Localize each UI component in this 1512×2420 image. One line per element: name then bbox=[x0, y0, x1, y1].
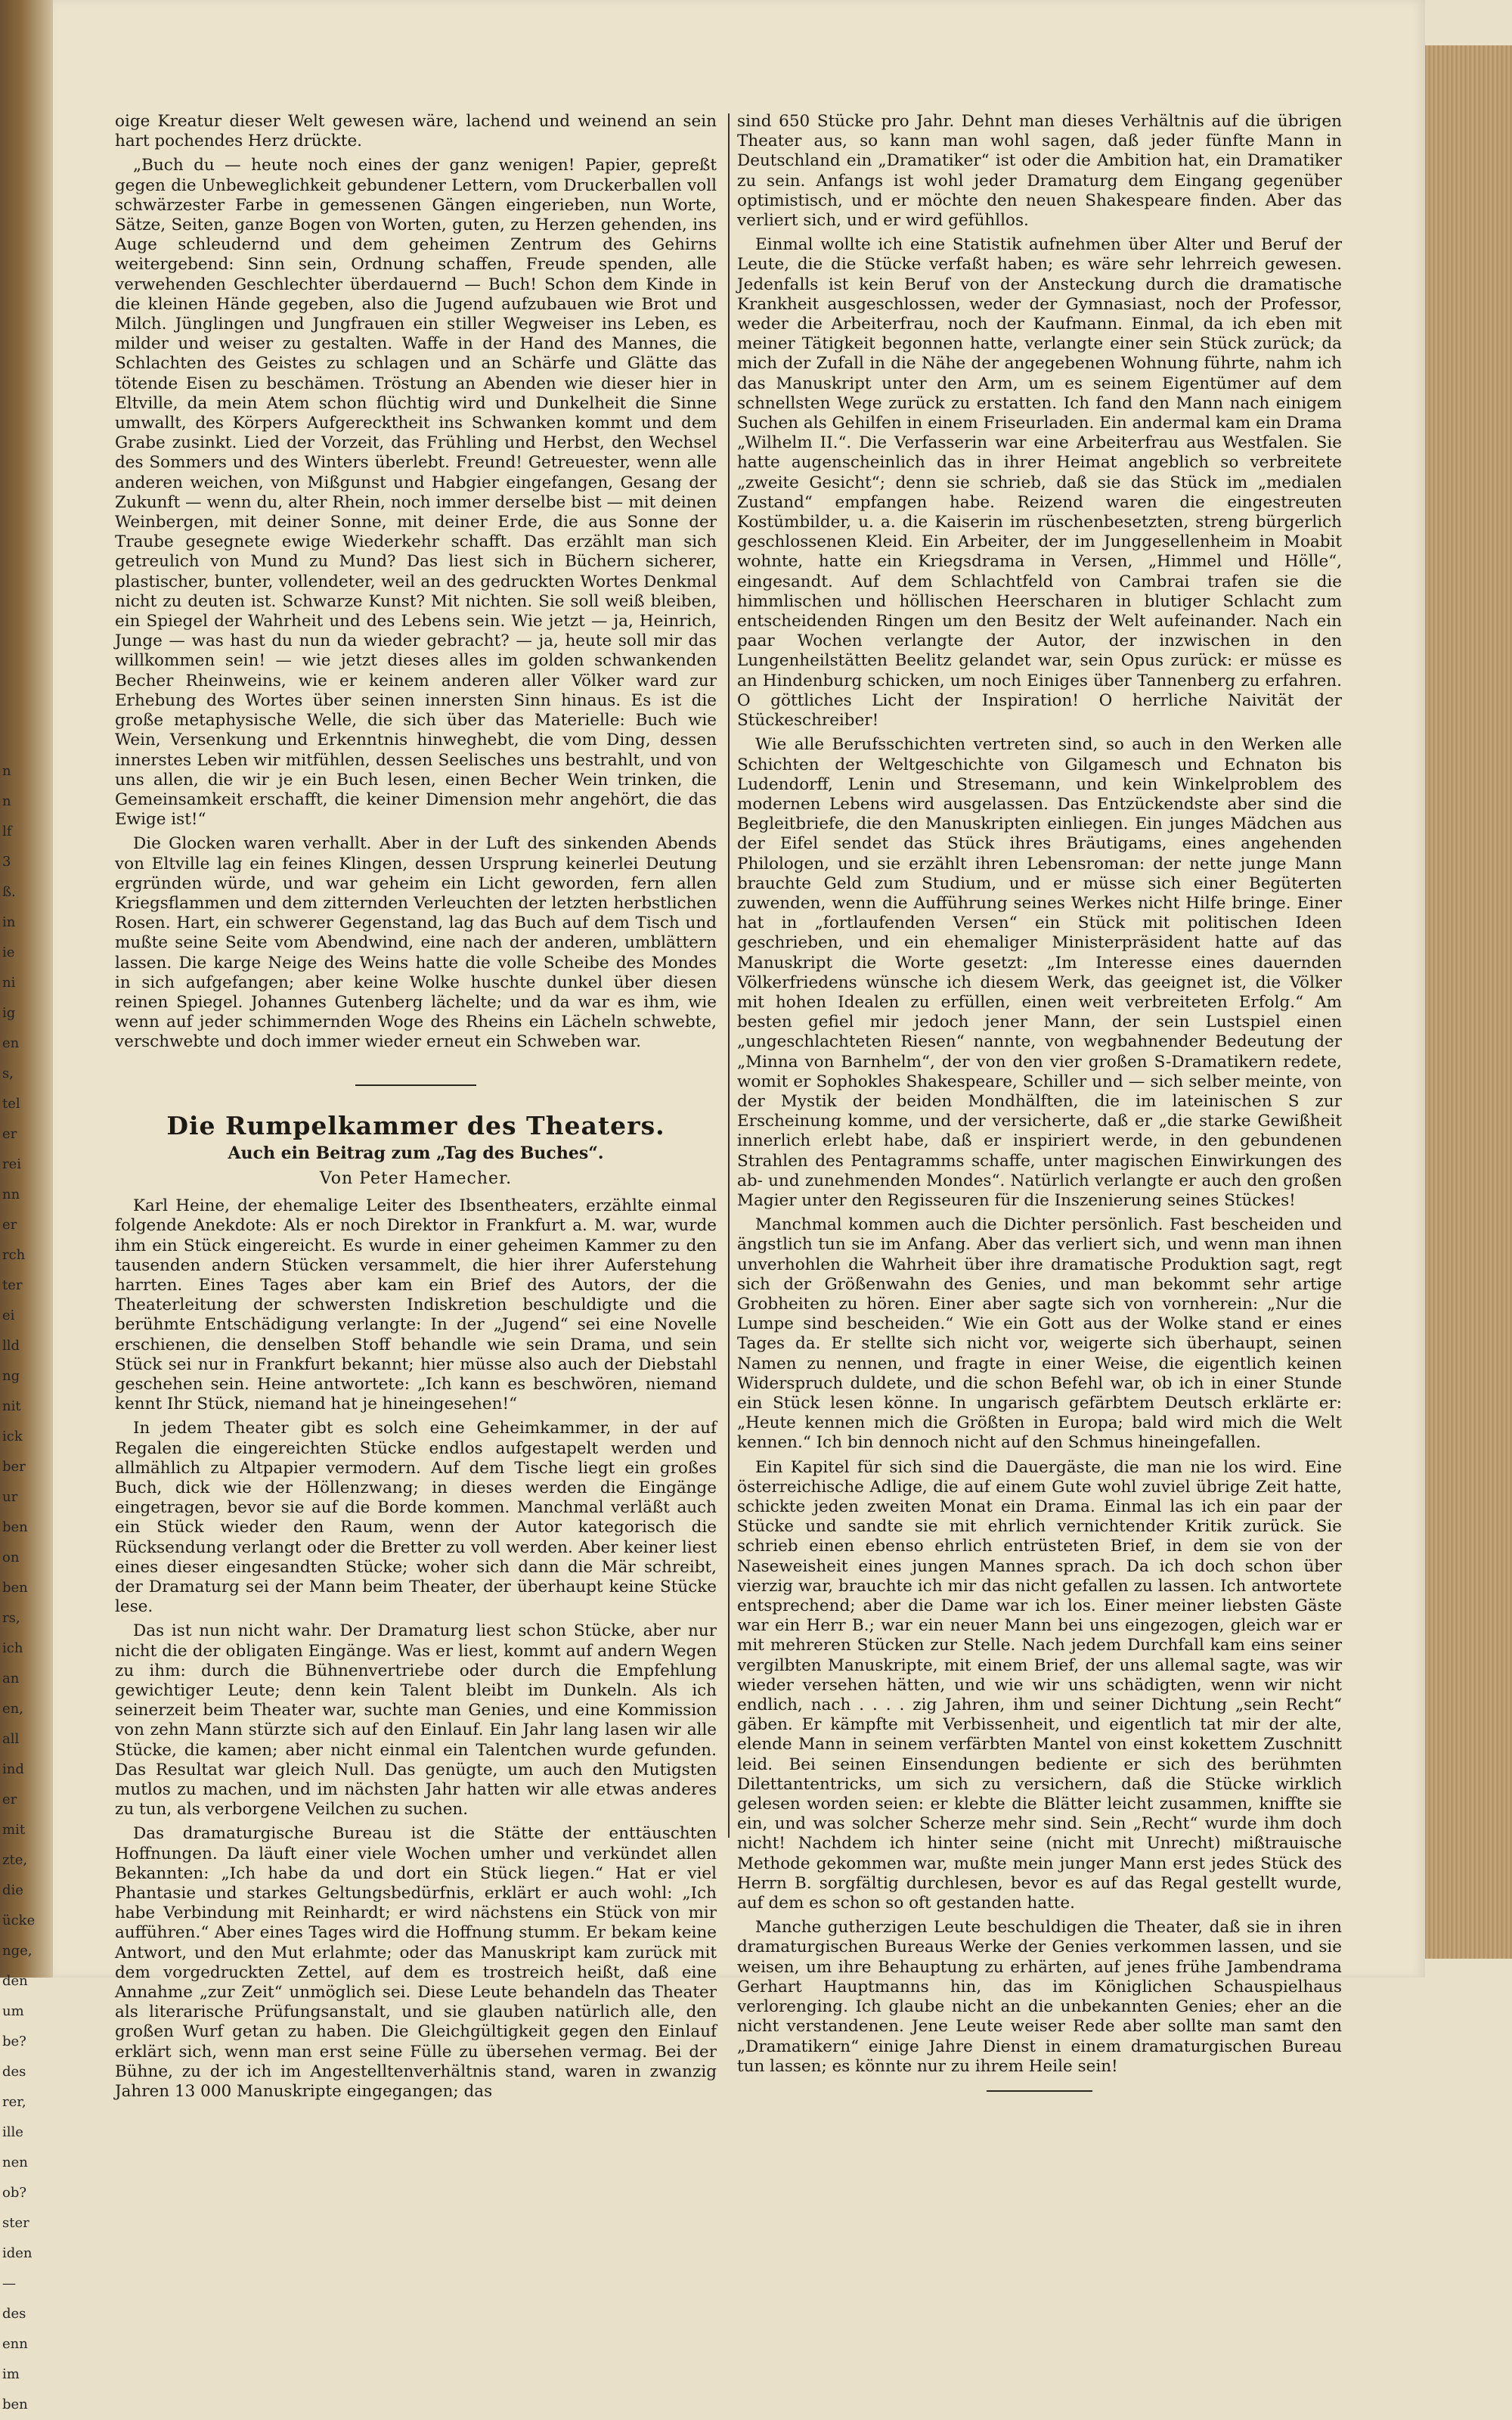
fragment: be? bbox=[2, 2034, 26, 2049]
fragment: in bbox=[2, 914, 16, 930]
fragment: n bbox=[2, 793, 11, 809]
fragment: ben bbox=[2, 1519, 28, 1535]
fragment: rei bbox=[2, 1156, 22, 1172]
fragment: rer, bbox=[2, 2094, 26, 2110]
fragment: rs, bbox=[2, 1610, 20, 1626]
newspaper-page bbox=[53, 0, 1425, 2102]
prior-article-end bbox=[115, 112, 717, 1053]
fragment: ng bbox=[2, 1368, 20, 1384]
fragment: die bbox=[2, 1882, 23, 1898]
column-divider bbox=[728, 113, 730, 1838]
paragraph: Karl Heine, der ehemalige Leiter des Ibsentheaters, erzählte einmal folgende Anekdote: Als er noch Direktor in Frankfurt a. M. war, wurde ihm ein Stück eingereicht. Es wurde in einer geheimen Kammer zu den tausenden andern Stücken versammelt, die hier ihrer Auferstehung harrten. Eines Tages aber kam ein Brief des Autors, der die Theaterleitung der schwersten Indiskretion beschuldigte und die berühmte Entschädigung verlangte: In der „Jugend“ sei eine Novelle erschienen, die denselben Stoff behandle wie sein Drama, und sein Stück sei nur in Frankfurt bekannt; hier müsse also auch der Diebstahl geschehen sein. Heine antwortete: „Ich kann es beschwören, niemand kennt Ihr Stück, niemand hat je hineingesehen!“ bbox=[115, 1196, 717, 1414]
paragraph: Die Glocken waren verhallt. Aber in der Luft des sinkenden Abends von Eltville lag ein feines Klingen, dessen Ursprung keinerlei Deutung ergründen würde, und war geheim ein Licht geworden, fern allen Kriegsflammen und dem zitternden Verleuchten der letzten herbstlichen Rosen. Hart, ein schwerer Gegenstand, lag das Buch auf dem Tisch und mußte seine Seite vom Abendwind, eine nach der anderen, umblättern lassen. Die karge Neige des Weins hatte die volle Scheibe des Mondes in sich aufgefangen; aber keine Wolke huschte dunkel über diesen reinen Spiegel. Johannes Gutenberg lächelte; und da war es ihm, wie wenn auf jeder schimmernden Woge des Rheins ein Lächeln schwebte, verschwebte und doch immer wieder erneut ein Schweben war. bbox=[115, 834, 717, 1052]
fragment: ille bbox=[2, 2124, 23, 2140]
fragment: mit bbox=[2, 1822, 26, 1838]
fragment: zte, bbox=[2, 1852, 28, 1868]
fragment: ter bbox=[2, 1277, 23, 1293]
fragment: ei bbox=[2, 1308, 15, 1323]
fragment: en bbox=[2, 1035, 20, 1051]
previous-page-fragments bbox=[0, 756, 53, 2412]
fragment: 3 bbox=[2, 854, 11, 870]
fragment: all bbox=[2, 1731, 20, 1747]
article-subtitle: Auch ein Beitrag zum „Tag des Buches“. bbox=[228, 1143, 604, 1163]
fragment: n bbox=[2, 763, 11, 779]
fragment: en, bbox=[2, 1701, 23, 1717]
fragment: iden bbox=[2, 2245, 33, 2261]
fragment: s, bbox=[2, 1066, 14, 1081]
fragment: nn bbox=[2, 1187, 20, 1202]
paragraph: Einmal wollte ich eine Statistik aufnehmen über Alter und Beruf der Leute, die die Stücke verfaßt haben; es wäre sehr lehrreich gewesen. Jedenfalls ist kein Beruf von der Ansteckung durch die dramatische Krankheit ausgeschlossen, weder der Gymnasiast, noch der Professor, weder die Arbeiterfrau, noch der Kaufmann. Einmal, da ich eben mit meiner Tätigkeit begonnen hatte, verlangte einer sein Stück zurück; da mich der Zufall in die Nähe der angegebenen Wohnung führte, nahm ich das Manuskript unter den Arm, um es seinem Eigentümer auf dem schnellsten Wege zurück zu erstatten. Ich fand den Mann nach einigem Suchen als Gehilfen in einem Friseurladen. Ein andermal kam ein Drama „Wilhelm II.“. Die Verfasserin war eine Arbeiterfrau aus Westfalen. Sie hatte augenscheinlich das in ihrer Heimat angeblich so verbreitete „zweite Gesicht“; denn sie schrieb, daß sie das Stück im „medialen Zustand“ empfangen habe. Reizend waren die eingestreuten Kostümbilder, u. a. die Kaiserin im rüschenbesetzten, streng bürgerlich geschlossenen Kleid. Ein Arbeiter, der im Junggesellenheim in Moabit wohnte, hatte ein Kriegsdrama in Versen, „Himmel und Hölle“, eingesandt. Auf dem Schlachtfeld von Cambrai trafen sie die himmlischen und höllischen Heerscharen in blutiger Schlacht zum entscheidenden Ringen um den Besitz der Welt aufeinander. Nach ein paar Wochen verlangte der Autor, der inzwischen in den Lungenheilstätten Beelitz gelandet war, sein Opus zurück: er müsse es an Hindenburg schicken, um noch Einiges über Tannenberg zu erfahren. O göttliches Licht der Inspiration! O herrliche Naivität der Stückeschreiber! bbox=[737, 235, 1342, 731]
paragraph: Manche gutherzigen Leute beschuldigen die Theater, daß sie in ihren dramaturgischen Bureaus Werke der Genies verkommen lassen, und sie weisen, um ihre Behauptung zu erhärten, auf jenes frühe Jambendrama Gerhart Hauptmanns hin, das im Königlichen Schauspielhaus verlorenging. Ich glaube nicht an die unbekannten Genies; eher an die nicht verstandenen. Jene Leute weiser Rede aber sollte man samt den „Dramatikern“ einige Jahre Dienst in einem dramaturgischen Bureau tun lassen; es könnte nur zu ihrem Heile sein! bbox=[737, 1918, 1342, 2076]
fragment: ig bbox=[2, 1005, 16, 1021]
fragment: ur bbox=[2, 1489, 18, 1505]
fragment: des bbox=[2, 2306, 26, 2322]
fragment: ster bbox=[2, 2215, 29, 2231]
fragment: lf bbox=[2, 824, 12, 839]
paragraph: sind 650 Stücke pro Jahr. Dehnt man dieses Verhältnis auf die übrigen Theater aus, so kann man wohl sagen, daß jeder fünfte Mann in Deutschland ein „Dramatiker“ ist oder die Ambition hat, ein Dramatiker zu sein. Anfangs ist wohl jeder Dramaturg dem Eingang gegenüber optimistisch, und er möchte den neuen Shakespeare finden. Aber das verliert sich, und er wird gefühllos. bbox=[737, 112, 1342, 231]
fragment: des bbox=[2, 2064, 26, 2080]
article-end-rule bbox=[987, 2090, 1092, 2092]
fragment: an bbox=[2, 1671, 20, 1686]
fragment: ie bbox=[2, 945, 15, 960]
paragraph: Das ist nun nicht wahr. Der Dramaturg liest schon Stücke, aber nur nicht die der obligaten Eingänge. Was er liest, kommt auf andern Wegen zu ihm: durch die Bühnenvertriebe oder durch die Empfehlung gewichtiger Leute; denn kein Talent bleibt im Dunkeln. Als ich seinerzeit beim Theater war, suchte man Genies, und eine Kommission von zehn Mann stürzte sich auf den Einlauf. Ein Jahr lang lasen wir alle Stücke, die kamen; aber nicht einmal ein Talentchen wurde gefunden. Das Resultat war gleich Null. Das genügte, um auch den Mutigsten mutlos zu machen, und im nächsten Jahr hatten wir alle etwas anderes zu tun, als verborgene Veilchen zu suchen. bbox=[115, 1621, 717, 1820]
fragment: nen bbox=[2, 2155, 28, 2170]
fragment: ich bbox=[2, 1640, 23, 1656]
fragment: rch bbox=[2, 1247, 26, 1263]
fragment: im bbox=[2, 2366, 20, 2382]
paragraph: Das dramaturgische Bureau ist die Stätte der enttäuschten Hoffnungen. Da läuft einer viele Wochen umher und verkündet allen Bekannten: „Ich habe da und dort ein Stück liegen.“ Hat er viel Phantasie und starkes Geltungsbedürfnis, erklärt er auch wohl: „Ich habe Verbindung mit Reinhardt; er wird nächstens ein Stück von mir aufführen.“ Aber eines Tages wird die Hoffnung stumm. Er bekam keine Antwort, und den Mut erlahmte; oder das Manuskript kam zurück mit dem vorgedruckten Zettel, auf dem es trostreich heißt, daß eine Annahme „zur Zeit“ unmöglich sei. Diese Leute behandeln das Theater als literarische Prüfungsanstalt, und sie glauben natürlich alle, den großen Wurf getan zu haben. Die Gleichgültigkeit gegen den Einlauf erklärt sich, wenn man erst seine Fülle zu übersehen vermag. Bei der Bühne, zu der ich im Angestelltenverhältnis stand, waren in zwanzig Jahren 13 000 Manuskripte eingegangen; das bbox=[115, 1824, 717, 2102]
fragment: lld bbox=[2, 1338, 20, 1354]
fragment: nge, bbox=[2, 1943, 33, 1959]
fragment: ben bbox=[2, 1580, 28, 1596]
article-body bbox=[115, 1196, 717, 2102]
fragment: tel bbox=[2, 1096, 20, 1112]
fragment: er bbox=[2, 1792, 17, 1807]
fragment: ni bbox=[2, 975, 16, 991]
paragraph: „Buch du — heute noch eines der ganz wenigen! Papier, gepreßt gegen die Unbeweglichkeit gebundener Lettern, vom Druckerballen voll schwärzester Farbe in gemessenen Gängen eingerieben, nun Worte, Sätze, Seiten, ganze Bogen von Worten, guten, zu Herzen gehenden, ins Auge schleudernd und dem geheimen Zentrum des Gehirns weitergebend: Sinn sein, Ordnung schaffen, Freude spenden, alle verwehenden Geschlechter überdauernd — Buch! Schon dem Kinde in die kleinen Hände gegeben, also die Jugend aufzubauen wie Brot und Milch. Jünglingen und Jungfrauen ein stiller Wegweiser ins Leben, es milder und weiser zu gestalten. Waffe in der Hand des Mannes, die Schlachten des Geistes zu schlagen und an Schärfe und Glätte das tötende Eisen zu beschämen. Tröstung an Abenden wie dieser hier in Eltville, da mein Atem schon flüchtig wird und Dunkelheit die Sinne umwallt, des Körpers Aufgerecktheit ins Schwanken kommt und dem Grabe zusinkt. Lied der Vorzeit, das Frühling und Herbst, den Wechsel des Sommers und des Winters überlebt. Freund! Getreuester, wenn alle anderen weichen, von Mißgunst und Habgier eingefangen, Gesang der Zukunft — wenn du, alter Rhein, noch immer derselbe bist — mit deinen Weinbergen, mit deiner Sonne, mit deiner Erde, die aus Sonne der Traube gesegnete ewige Wiederkehr schafft. Das erzählt man sich getreulich von Mund zu Mund? Das liest sich in Büchern sicherer, plastischer, bunter, vollendeter, weil an des gedruckten Wortes Denkmal nicht zu deuten ist. Schwarze Kunst? Mit nichten. Sie soll weiß bleiben, ein Spiegel der Wahrheit und des Lebens sein. Wie jetzt — ja, Heinrich, Junge — was hast du nun da wieder gebracht? — ja, heute soll mir das willkommen sein! — wie jetzt dieses alles im golden schwankenden Becher Rheinweins, wie er keinem anderen aller Völker ward zur Erhebung des Wortes über seinen innersten Sinn hinaus. Es ist die große metaphysische Welle, die sich über das Materielle: Buch wie Wein, Versenkung und Erkenntnis hinweghebt, die vom Ding, dessen innerstes Leben wir mitfühlen, dessen Seelisches uns bestrahlt, und von uns allen, die wir je ein Buch lesen, einen Becher Wein trinken, die Gemeinsamkeit erschafft, die keiner Dimension mehr angehört, die das Ewige ist!“ bbox=[115, 156, 717, 830]
fragment: um bbox=[2, 2003, 24, 2019]
paragraph: In jedem Theater gibt es solch eine Geheimkammer, in der auf Regalen die eingereichten Stücke endlos aufgestapelt werden und allmählich zu Altpapier vermodern. Auf dem Tische liegt ein großes Buch, dick wie der Höllenzwang; in dieses werden die Eingänge eingetragen, bevor sie auf die Borde kommen. Manchmal verläßt auch ein Stück wieder den Raum, wenn der Autor kategorisch die Rücksendung verlangt oder die Bretter zu voll werden. Aber keiner liest eines dieser eingesandten Stücke; woher sich dann die Mär schreibt, der Dramaturg sei der Mann beim Theater, der überhaupt keine Stücke lese. bbox=[115, 1419, 717, 1617]
fragment: enn bbox=[2, 2336, 28, 2352]
fragment: den bbox=[2, 1973, 28, 1989]
article-separator bbox=[355, 1084, 476, 1086]
paragraph: oige Kreatur dieser Welt gewesen wäre, lachend und weinend an sein hart pochendes Herz drückte. bbox=[115, 112, 717, 151]
right-column bbox=[737, 112, 1342, 2092]
fragment: er bbox=[2, 1126, 17, 1142]
paragraph: Manchmal kommen auch die Dichter persönlich. Fast bescheiden und ängstlich tun sie im Anfang. Aber das verliert sich, und wenn man ihnen unverhohlen die Wahrheit über ihre dramatische Produktion sagt, regt sich der Größenwahn des Genies, und man bekommt sehr artige Grobheiten zu hören. Einer aber sagte sich von vornherein: „Nur die Lumpe sind bescheiden.“ Wie ein Gott aus der Wolke stand er eines Tages da. Er stellte sich nicht vor, weigerte sich überhaupt, seinen Namen zu nennen, und fragte in einer Weise, die eigentlich keinen Widerspruch duldete, und die schon Befehl war, ob ich in einer Stunde ein Stück lesen könne. In ungarisch gefärbtem Deutsch erklärte er: „Heute kennen mich die Größten in Europa; bald wird mich die Welt kennen.“ Ich bin dennoch nicht auf den Schmus hineingefallen. bbox=[737, 1215, 1342, 1453]
article-title: Die Rumpelkammer des Theaters. bbox=[166, 1110, 665, 1140]
article-byline: Von Peter Hamecher. bbox=[319, 1168, 513, 1188]
paragraph: Wie alle Berufsschichten vertreten sind, so auch in den Werken alle Schichten der Weltgeschichte von Gilgamesch und Echnaton bis Ludendorff, Lenin und Stresemann, und kein Winkelproblem des modernen Lebens wird ausgelassen. Das Entzückendste aber sind die Begleitbriefe, die den Manuskripten einliegen. Ein junges Mädchen aus der Eifel sendet das Stück ihres Bräutigams, eines angehenden Philologen, und sie erzählt ihren Lebensroman: der nette junge Mann brauchte Geld zum Studium, und er müsse sich einer Begüterten zuwenden, wenn die Aufführung seines Werkes nicht Hilfe bringe. Einer hat in „fortlaufenden Versen“ ein Stück mit politischen Ideen geschrieben, und ein ehemaliger Ministerpräsident hatte auf das Manuskript die Worte gesetzt: „Im Interesse eines dauernden Völkerfriedens wünsche ich diesem Werk, das geeignet ist, die Völker mit hohen Idealen zu erfüllen, einen weit verbreiteten Erfolg.“ Am besten gefiel mir jedoch jener Mann, der sein Lustspiel einen „ungeschlachteten Riesen“ nannte, von wegbahnender Bedeutung der „Minna von Barnhelm“, der von den vier großen S-Dramatikern redete, womit er Sophokles Shakespeare, Schiller und — sich selber meinte, von der Mystik der beiden Mondhälften, die im lateinischen S zur Erscheinung komme, und der versicherte, daß er „die starke Gewißheit innerlich erlebt habe, daß er inspiriert werde, in den gebundenen Strahlen des Pentagramms schaffe, unter magischen Einwirkungen des ab- und zunehmenden Mondes“. Natürlich verlangte er auch den großen Magier unter den Regisseuren für die Inszenierung seines Stückes! bbox=[737, 735, 1342, 1210]
fragment: ob? bbox=[2, 2185, 27, 2201]
fragment: er bbox=[2, 1217, 17, 1233]
fragment: nit bbox=[2, 1398, 21, 1414]
fragment: — bbox=[2, 2276, 16, 2291]
fragment: ind bbox=[2, 1761, 24, 1777]
left-column bbox=[115, 112, 717, 2106]
fragment: on bbox=[2, 1550, 20, 1565]
fragment: ücke bbox=[2, 1913, 36, 1928]
article-continuation bbox=[737, 112, 1342, 2077]
page-stack-edge bbox=[1425, 45, 1512, 1959]
paragraph: Ein Kapitel für sich sind die Dauergäste, die man nie los wird. Eine österreichische Adlige, die auf einem Gute wohl zuviel übrige Zeit hatte, schickte jeden zweiten Monat ein Drama. Einmal las ich ein paar der Stücke und sandte sie mit ehrlich vernichtender Kritik zurück. Sie schrieb einen ebenso ehrlich entrüsteten Brief, in dem sie von der Naseweisheit eines jungen Mannes sprach. Da ich doch schon über vierzig war, brauchte ich mir das nicht gefallen zu lassen. Ich antwortete entsprechend; aber die Dame war ich los. Einer meiner liebsten Gäste war ein Herr B.; war ein neuer Mann bei uns eingezogen, gleich war er mit mehreren Stücken zur Stelle. Nach jedem Durchfall kam eins seiner vergilbten Manuskripte, mit einem Brief, der uns allemal sagte, was wir wieder versehen hätten, und wie wir uns schädigten, wenn wir nicht endlich, nach . . . . zig Jahren, ihm und seiner Dichtung „sein Recht“ gäben. Er kämpfte mit Verbissenheit, und eigentlich tat mir der alte, elende Mann in seinem verfärbten Mantel von einst kokettem Zuschnitt leid. Bei seinen Einsendungen bediente er sich des berühmten Dilettantentricks, um sich zu versichern, daß die Stücke wirklich gelesen worden seien: er klebte die Blätter leicht zusammen, kniffte sie ein, und was solcher Scherze mehr sind. Sein „Recht“ wurde ihm doch nicht! Nachdem ich hinter seine (nicht mit Unrecht) mißtrauische Methode gekommen war, mußte mein junger Mann erst jedes Stück des Herrn B. sorgfältig durchlesen, bevor es auf das Regal gestellt wurde, auf dem es schon so oft gestanden hatte. bbox=[737, 1457, 1342, 1913]
fragment: ick bbox=[2, 1429, 23, 1444]
fragment: ber bbox=[2, 1459, 26, 1475]
fragment: ben bbox=[2, 2397, 28, 2412]
fragment: ß. bbox=[2, 884, 16, 900]
